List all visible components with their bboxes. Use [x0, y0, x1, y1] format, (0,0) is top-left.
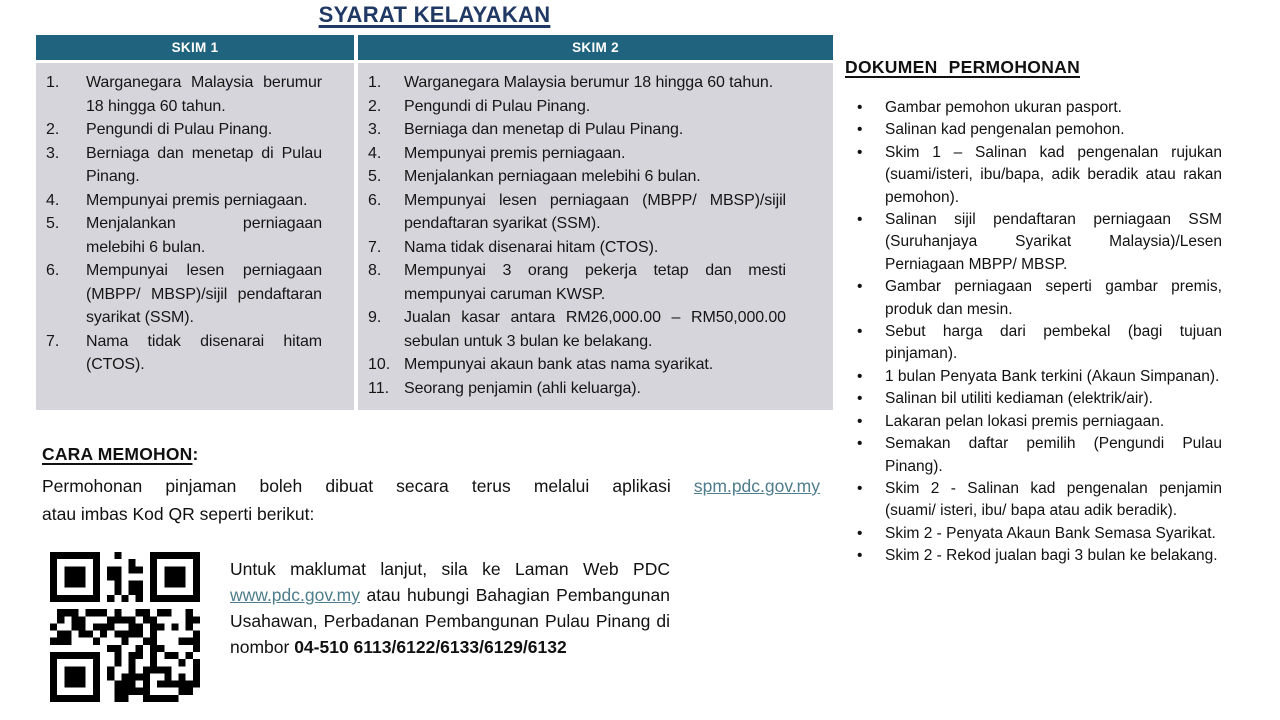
item-text: Warganegara Malaysia berumur 18 hingga 60 tahun.	[86, 74, 322, 115]
skim2-column	[358, 35, 833, 410]
how-to-apply-text: Permohonan pinjaman boleh dibuat secara terus melalui aplikasi	[42, 476, 694, 496]
skim2-requirement-item	[358, 189, 833, 236]
skim2-requirement-item	[358, 353, 833, 377]
skim2-requirement-item	[358, 71, 833, 95]
item-number: 3.	[368, 121, 382, 138]
item-number: 2.	[368, 97, 382, 115]
skim1-column-header: SKIM 1	[36, 35, 354, 60]
item-text: Nama tidak disenarai hitam (CTOS).	[404, 238, 659, 256]
skim2-requirement-item	[358, 377, 833, 401]
document-item-text: Salinan bil utiliti kediaman (elektrik/air).	[885, 390, 1153, 408]
skim2-requirement-item	[358, 236, 833, 260]
item-text: Berniaga dan menetap di Pulau Pinang.	[86, 144, 322, 185]
phone-number: 04-510 6113/6122/6133/6129/6132	[294, 637, 567, 657]
item-number: 2.	[46, 121, 60, 138]
skim2-requirement-item	[358, 118, 833, 142]
item-number: 10.	[368, 356, 391, 373]
qr-code	[50, 552, 200, 702]
bullet-icon: •	[857, 547, 863, 565]
eligibility-table	[36, 35, 833, 410]
skim1-column	[36, 35, 354, 410]
item-text: Mempunyai lesen perniagaan (MBPP/ MBSP)/sijil pendaftaran syarikat (SSM).	[86, 262, 322, 326]
skim2-requirement-item	[358, 259, 833, 306]
document-list-item	[845, 388, 1257, 410]
document-list-item	[845, 411, 1257, 433]
skim2-requirement-item	[358, 95, 833, 119]
bullet-icon: •	[857, 323, 863, 341]
document-list-item	[845, 321, 1257, 366]
document-item-text: Salinan kad pengenalan pemohon.	[885, 121, 1125, 139]
document-list-item	[845, 119, 1257, 141]
item-text: Mempunyai lesen perniagaan (MBPP/ MBSP)/sijil pendaftaran syarikat (SSM).	[404, 191, 786, 232]
documents-heading: DOKUMEN PERMOHONAN	[845, 57, 1081, 77]
skim1-requirement-item	[36, 259, 354, 330]
item-text: Mempunyai premis perniagaan.	[86, 191, 308, 209]
item-text: Pengundi di Pulau Pinang.	[86, 121, 273, 138]
skim2-requirement-item	[358, 142, 833, 166]
skim2-column-header: SKIM 2	[358, 35, 833, 60]
item-number: 6.	[46, 262, 60, 279]
item-number: 9.	[368, 309, 382, 326]
document-item-text: Sebut harga dari pembekal (bagi tujuan pinjaman).	[885, 323, 1222, 363]
document-item-text: Skim 2 - Penyata Akaun Bank Semasa Syarikat.	[885, 524, 1216, 542]
how-to-apply-heading: CARA MEMOHON	[42, 444, 193, 464]
bullet-icon: •	[857, 367, 863, 385]
item-number: 4.	[46, 191, 60, 209]
document-item-text: Skim 1 – Salinan kad pengenalan rujukan (suami/isteri, ibu/bapa, adik beradik atau rakan pemohon).	[885, 143, 1222, 206]
item-text: Berniaga dan menetap di Pulau Pinang.	[404, 121, 684, 138]
how-to-apply-line1	[42, 472, 820, 500]
contact-text-1: Untuk maklumat lanjut, sila ke Laman Web PDC	[230, 559, 670, 579]
item-number: 1.	[46, 74, 60, 91]
documents-section	[845, 57, 1257, 568]
document-item-text: Gambar perniagaan seperti gambar premis, produk dan mesin.	[885, 278, 1222, 318]
bullet-icon: •	[857, 479, 863, 497]
document-list-item	[845, 366, 1257, 388]
document-item-text: Lakaran pelan lokasi premis perniagaan.	[885, 412, 1165, 430]
document-list-item	[845, 523, 1257, 545]
bullet-icon: •	[857, 412, 863, 430]
how-to-apply-section	[42, 444, 820, 528]
item-text: Pengundi di Pulau Pinang.	[404, 97, 591, 115]
document-list-item	[845, 545, 1257, 567]
item-number: 6.	[368, 191, 382, 209]
bullet-icon: •	[857, 211, 863, 229]
bullet-icon: •	[857, 278, 863, 296]
skim2-requirement-item	[358, 306, 833, 353]
item-number: 5.	[368, 168, 382, 185]
page-title: SYARAT KELAYAKAN	[318, 2, 551, 27]
document-item-text: Semakan daftar pemilih (Pengundi Pulau Pinang).	[885, 435, 1222, 475]
skim1-requirement-item	[36, 71, 354, 118]
item-text: Menjalankan perniagaan melebihi 6 bulan.	[404, 168, 701, 185]
contact-info-paragraph	[230, 556, 670, 660]
document-list-item	[845, 209, 1257, 276]
skim1-requirement-item	[36, 142, 354, 189]
how-to-apply-line2: atau imbas Kod QR seperti berikut:	[42, 504, 315, 524]
skim1-requirements-list	[36, 63, 354, 410]
document-item-text: Skim 2 - Salinan kad pengenalan penjamin (suami/ isteri, ibu/ bapa atau adik beradik).	[885, 479, 1222, 520]
documents-list	[845, 97, 1257, 568]
item-text: Mempunyai 3 orang pekerja tetap dan mesti mempunyai caruman KWSP.	[404, 262, 786, 303]
item-text: Menjalankan perniagaan melebihi 6 bulan.	[86, 215, 322, 256]
skim2-requirement-item	[358, 165, 833, 189]
item-number: 7.	[46, 332, 60, 350]
document-list-item	[845, 97, 1257, 119]
item-text: Mempunyai premis perniagaan.	[404, 144, 626, 162]
bullet-icon: •	[857, 143, 863, 161]
document-item-text: Salinan sijil pendaftaran perniagaan SSM (Suruhanjaya Syarikat Malaysia)/Lesen Perniagaan MBPP/ MBSP.	[885, 211, 1222, 273]
item-number: 5.	[46, 215, 60, 232]
document-list-item	[845, 142, 1257, 209]
skim1-requirement-item	[36, 189, 354, 213]
contact-text-2: atau hubungi Bahagian Pembangunan Usahawan, Perbadanan Pembangunan Pulau Pinang di nombor	[230, 585, 670, 657]
how-to-apply-paragraph	[42, 472, 820, 528]
how-to-apply-heading-row	[42, 444, 820, 465]
bullet-icon: •	[857, 390, 863, 408]
bullet-icon: •	[857, 435, 863, 453]
heading-colon: :	[192, 444, 199, 464]
item-number: 4.	[368, 144, 382, 162]
document-list-item	[845, 433, 1257, 478]
document-item-text: Skim 2 - Rekod jualan bagi 3 bulan ke belakang.	[885, 547, 1218, 565]
skim1-requirement-item	[36, 212, 354, 259]
item-number: 3.	[46, 144, 60, 162]
spm-portal-link[interactable]: spm.pdc.gov.my	[693, 476, 820, 496]
item-number: 11.	[368, 379, 390, 397]
item-text: Nama tidak disenarai hitam (CTOS).	[86, 332, 322, 373]
skim1-requirement-item	[36, 118, 354, 142]
bullet-icon: •	[857, 99, 863, 116]
item-text: Seorang penjamin (ahli keluarga).	[404, 379, 641, 397]
item-number: 7.	[368, 238, 382, 256]
item-text: Mempunyai akaun bank atas nama syarikat.	[404, 356, 714, 373]
document-item-text: Gambar pemohon ukuran pasport.	[885, 99, 1122, 116]
skim2-requirements-list	[358, 63, 833, 410]
pdc-website-link[interactable]: www.pdc.gov.my	[230, 585, 360, 605]
item-text: Jualan kasar antara RM26,000.00 – RM50,000.00 sebulan untuk 3 bulan ke belakang.	[404, 309, 786, 350]
document-item-text: 1 bulan Penyata Bank terkini (Akaun Simpanan).	[885, 367, 1220, 385]
skim1-requirement-item	[36, 330, 354, 377]
document-list-item	[845, 478, 1257, 523]
item-text: Warganegara Malaysia berumur 18 hingga 60 tahun.	[404, 74, 774, 91]
item-number: 8.	[368, 262, 382, 279]
bullet-icon: •	[857, 121, 863, 139]
item-number: 1.	[368, 74, 382, 91]
document-list-item	[845, 276, 1257, 321]
bullet-icon: •	[857, 524, 863, 542]
